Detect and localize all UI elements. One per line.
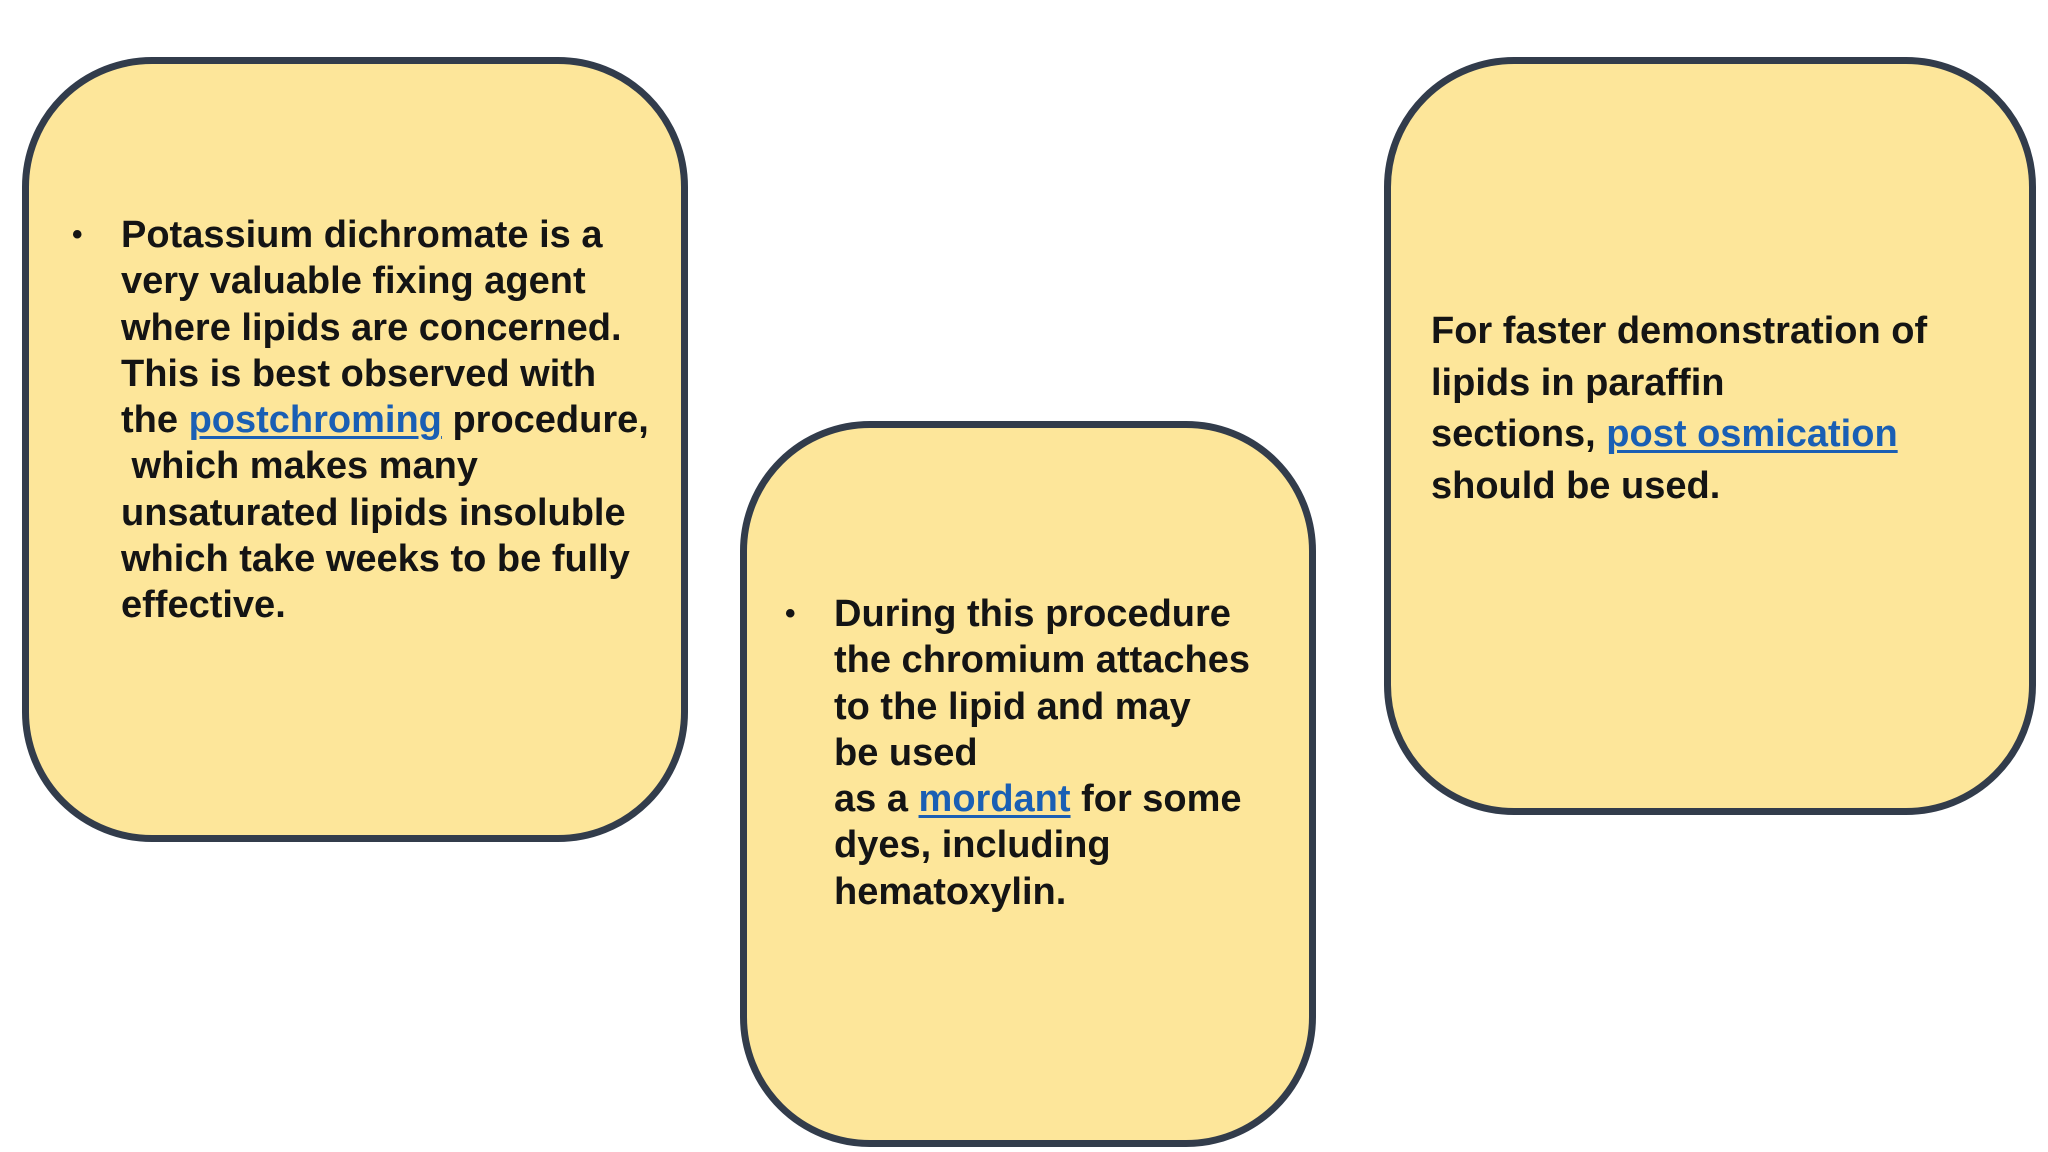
text-line [1431,409,1927,461]
text-line: This is best observed with [121,352,597,395]
text-line: effective. [121,584,286,627]
text-fragment: as a [834,778,919,821]
text-line: very valuable fixing agent [121,260,586,303]
post-osmication-link[interactable]: post osmication [1606,413,1898,455]
mordant-link[interactable]: mordant [918,778,1071,821]
bullet-point: • [785,597,796,630]
text-line: should be used. [1431,464,1721,507]
bullet-point: • [72,218,83,251]
text-fragment: the [121,399,189,442]
text-line: hematoxylin. [834,870,1067,913]
text-line: During this procedure [834,593,1231,635]
text-fragment: sections, [1431,413,1607,455]
text-line: lipids in paraffin [1431,361,1725,404]
card-right-text [1431,306,1927,512]
text-line [834,776,1250,822]
text-line: to the lipid and may [834,685,1191,728]
text-line [121,397,649,443]
text-line: For faster demonstration of [1431,310,1928,352]
text-line: dyes, including [834,824,1111,867]
card-middle-text [834,591,1250,915]
text-line: Potassium dichromate is a [121,214,603,256]
text-fragment: for some [1070,778,1242,821]
text-fragment: procedure, [441,399,649,442]
card-left-text [121,212,649,629]
text-line: be used [834,731,978,774]
text-line: where lipids are concerned. [121,306,622,349]
text-line: unsaturated lipids insoluble [121,491,626,534]
text-line: the chromium attaches [834,639,1250,682]
postchroming-link[interactable]: postchroming [188,399,442,442]
text-line: which take weeks to be fully [121,538,630,581]
text-line: which makes many [121,445,478,488]
